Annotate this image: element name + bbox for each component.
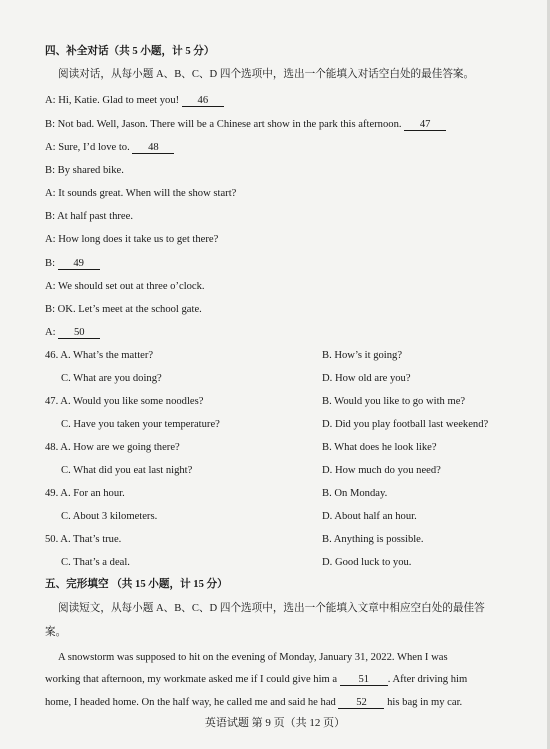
blank-47: 47	[404, 119, 446, 131]
option-46-d: D. How old are you?	[322, 373, 411, 384]
option-49-c: C. About 3 kilometers.	[61, 511, 158, 522]
dialogue-line: B: OK. Let’s meet at the school gate.	[45, 304, 202, 315]
option-46-c: C. What are you doing?	[61, 373, 162, 384]
option-46-a: 46. A. What’s the matter?	[45, 350, 154, 361]
blank-49: 49	[58, 258, 100, 270]
blank-48: 48	[132, 142, 174, 154]
dialogue-line: A: How long does it take us to get there?	[45, 234, 219, 245]
option-48-d: D. How much do you need?	[322, 465, 441, 476]
blank-50: 50	[58, 327, 100, 339]
section4-instruction: 阅读对话，从每小题 A、B、C、D 四个选项中，选出一个能填入对话空白处的最佳答案。	[58, 69, 475, 80]
dialogue-line: A: We should set out at three o’clock.	[45, 281, 205, 292]
dialogue-line: B: By shared bike.	[45, 165, 124, 176]
dialogue-line: A: It sounds great. When will the show start?	[45, 188, 237, 199]
dialogue-line: B: 49	[45, 257, 100, 270]
page-footer: 英语试题 第 9 页（共 12 页）	[204, 717, 346, 729]
option-47-b: B. Would you like to go with me?	[322, 396, 466, 407]
option-49-d: D. About half an hour.	[322, 511, 417, 522]
dialogue-line: A: 50	[45, 326, 100, 339]
option-47-d: D. Did you play football last weekend?	[322, 419, 489, 430]
option-49-a: 49. A. For an hour.	[45, 488, 125, 499]
option-47-c: C. Have you taken your temperature?	[61, 419, 220, 430]
option-48-b: B. What does he look like?	[322, 442, 437, 453]
option-47-a: 47. A. Would you like some noodles?	[45, 396, 204, 407]
dialogue-line: A: Sure, I’d love to. 48	[45, 141, 174, 154]
option-50-c: C. That’s a deal.	[61, 557, 130, 568]
option-50-d: D. Good luck to you.	[322, 557, 412, 568]
dialogue-line: B: At half past three.	[45, 211, 133, 222]
option-50-b: B. Anything is possible.	[322, 534, 424, 545]
option-48-c: C. What did you eat last night?	[61, 465, 193, 476]
dialogue-line: A: Hi, Katie. Glad to meet you! 46	[45, 94, 224, 107]
passage-line: home, I headed home. On the half way, he called me and said he had 52 his bag in my car.	[45, 697, 463, 708]
section5-instruction: 阅读短文，从每小题 A、B、C、D 四个选项中，选出一个能填入文章中相应空白处的最佳答	[58, 603, 485, 614]
option-50-a: 50. A. That’s true.	[45, 534, 122, 545]
section5-heading: 五、完形填空 （共 15 小题，计 15 分）	[45, 579, 228, 590]
option-49-b: B. On Monday.	[322, 488, 388, 499]
blank-52: 52	[338, 697, 384, 709]
section5-instruction-cont: 案。	[45, 627, 67, 638]
passage-line: A snowstorm was supposed to hit on the evening of Monday, January 31, 2022. When I was	[58, 652, 448, 663]
option-46-b: B. How’s it going?	[322, 350, 403, 361]
blank-46: 46	[182, 95, 224, 107]
blank-51: 51	[340, 674, 388, 686]
option-48-a: 48. A. How are we going there?	[45, 442, 180, 453]
dialogue-line: B: Not bad. Well, Jason. There will be a Chinese art show in the park this afternoon. 47	[45, 118, 446, 131]
section4-heading: 四、补全对话（共 5 小题，计 5 分）	[45, 46, 215, 57]
passage-line: working that afternoon, my workmate asked me if I could give him a 51 . After driving him	[45, 674, 468, 685]
